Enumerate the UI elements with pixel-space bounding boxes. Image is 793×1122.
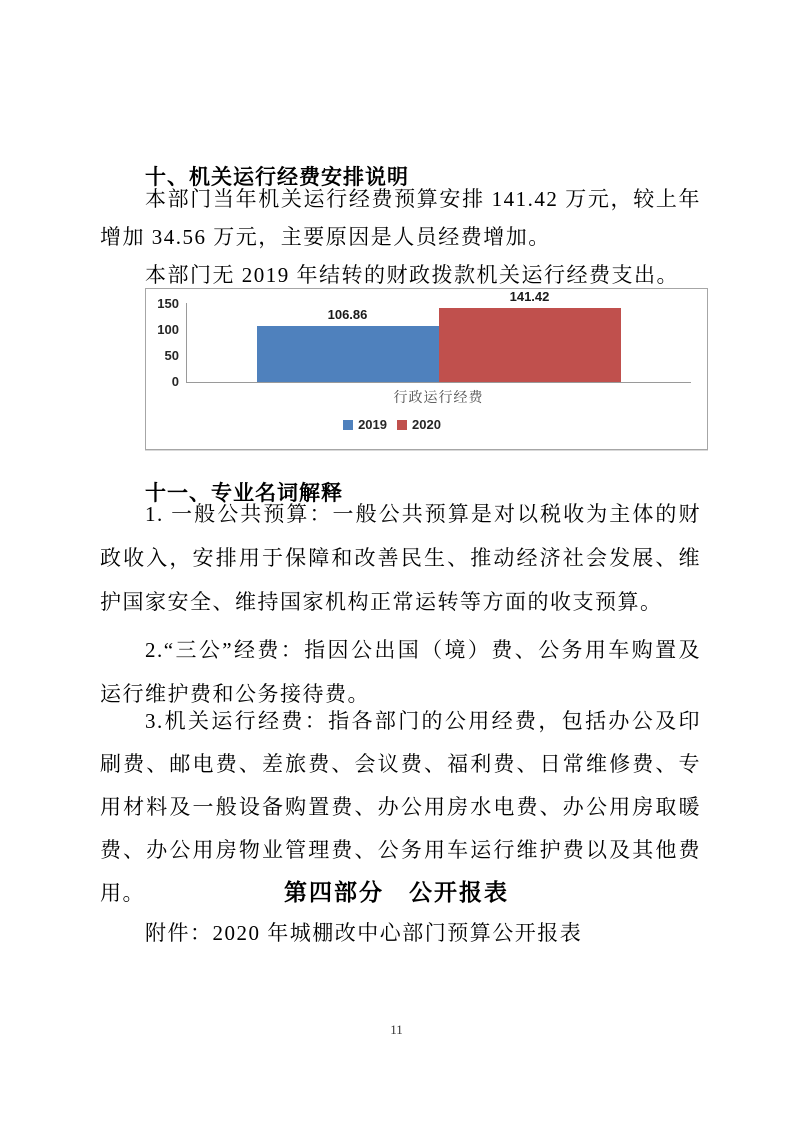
bar-value-label-2019: 106.86	[327, 307, 368, 323]
legend-item-2019: 2019	[343, 417, 387, 432]
legend-swatch-2019	[343, 420, 353, 430]
attachment-line: 附件：2020 年城棚改中心部门预算公开报表	[145, 921, 583, 945]
section10-heading: 十、机关运行经费安排说明	[145, 165, 409, 190]
term-definition-three-public-expenses: 2.“三公”经费：指因公出国（境）费、公务用车购置及运行维护费和公务接待费。	[100, 638, 701, 706]
operating-expense-bar-chart	[145, 288, 708, 450]
y-tick-label: 0	[171, 374, 179, 389]
x-axis-category-label: 行政运行经费	[393, 389, 484, 405]
bar-value-label-2020: 141.42	[509, 289, 550, 305]
bars-group	[186, 289, 691, 383]
bar-2019	[257, 326, 439, 382]
chart-legend	[146, 417, 638, 432]
section10-paragraph-carryover: 本部门无 2019 年结转的财政拨款机关运行经费支出。	[145, 263, 679, 287]
term-definition-general-public-budget: 1. 一般公共预算：一般公共预算是对以税收为主体的财政收入，安排用于保障和改善民生、推动经济社会发展、维护国家安全、维持国家机构正常运转等方面的收支预算。	[100, 502, 701, 614]
section11-heading: 十一、专业名词解释	[145, 481, 343, 506]
term-definition-operating-expenses: 3.机关运行经费：指各部门的公用经费，包括办公及印刷费、邮电费、差旅费、会议费、福利费、日常维修费、专用材料及一般设备购置费、办公用房水电费、办公用房取暖费、办公用房物业管理费、公务用车运行维护费以及其他费用。	[100, 709, 701, 905]
page-number: 11	[390, 1022, 403, 1037]
section10-paragraph-budget: 本部门当年机关运行经费预算安排 141.42 万元，较上年增加 34.56 万元，主要原因是人员经费增加。	[100, 187, 701, 249]
legend-item-2020: 2020	[397, 417, 441, 432]
y-tick-label: 150	[157, 296, 179, 311]
bar-2020	[439, 308, 621, 382]
y-tick-label: 50	[164, 348, 179, 363]
y-tick-label: 100	[157, 322, 179, 337]
legend-swatch-2020	[397, 420, 407, 430]
part4-heading: 第四部分 公开报表	[284, 880, 509, 905]
